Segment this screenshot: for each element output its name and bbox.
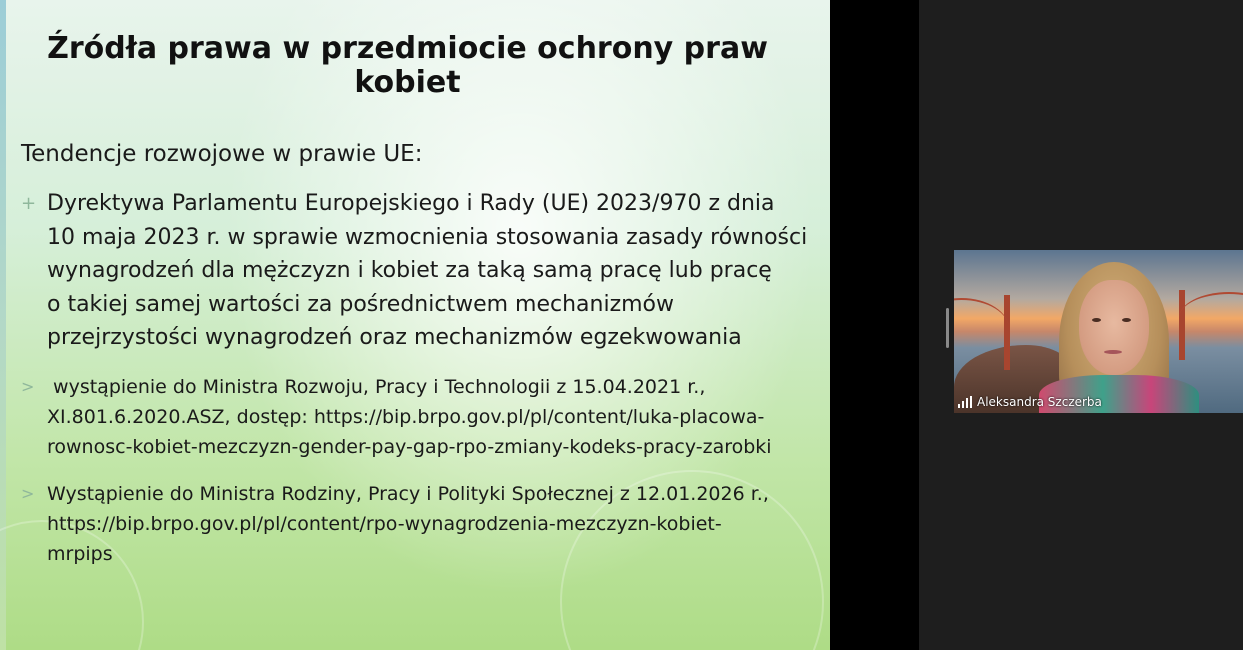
bullet-line: Wystąpienie do Ministra Rodziny, Pracy i Polityki Społecznej z 12.01.2026 r.,	[47, 483, 769, 505]
bullet-arrow-icon: >	[21, 484, 35, 503]
bullet-line: rownosc-kobiet-mezczyzn-gender-pay-gap-rpo-zmiany-kodeks-pracy-zarobki	[47, 436, 772, 458]
panel-resize-handle[interactable]	[946, 308, 949, 348]
slide-title	[20, 32, 795, 100]
bullet-item	[47, 372, 817, 462]
slide-title-line: Źródła prawa w przedmiocie ochrony praw	[47, 31, 768, 66]
bullet-line: mrpips	[47, 543, 113, 565]
bullet-line: o takiej samej wartości za pośrednictwem mechanizmów	[47, 291, 675, 317]
participant-video-tile[interactable]	[954, 250, 1243, 413]
participant-eye	[1092, 318, 1101, 322]
slide-intro-text: Tendencje rozwojowe w prawie UE:	[21, 141, 423, 167]
participant-name-bar	[954, 391, 1110, 413]
bullet-line: Dyrektywa Parlamentu Europejskiego i Rady (UE) 2023/970 z dnia	[47, 191, 775, 216]
bullet-line: wynagrodzeń dla mężczyzn i kobiet za taką samą pracę lub pracę	[47, 258, 772, 283]
bullet-line: wystąpienie do Ministra Rozwoju, Pracy i Technologii z 15.04.2021 r.,	[47, 376, 706, 398]
bullet-item	[47, 187, 817, 355]
bullet-line: 10 maja 2023 r. w sprawie wzmocnienia stosowania zasady równości	[47, 224, 808, 250]
slide-title-line: kobiet	[354, 65, 461, 100]
participant-name: Aleksandra Szczerba	[977, 395, 1102, 409]
participant-face	[1079, 280, 1149, 375]
signal-bars-icon	[958, 396, 972, 408]
bullet-arrow-icon: >	[21, 377, 35, 396]
bullet-plus-icon: +	[21, 193, 37, 214]
bullet-line: https://bip.brpo.gov.pl/pl/content/rpo-wynagrodzenia-mezczyzn-kobiet-	[47, 513, 722, 535]
bullet-line: przejrzystości wynagrodzeń oraz mechanizmów egzekwowania	[47, 325, 742, 350]
participant-mouth	[1104, 350, 1122, 354]
bullet-item	[47, 479, 817, 569]
bullet-line: XI.801.6.2020.ASZ, dostęp: https://bip.brpo.gov.pl/pl/content/luka-placowa-	[47, 406, 765, 428]
participant-eye	[1122, 318, 1131, 322]
